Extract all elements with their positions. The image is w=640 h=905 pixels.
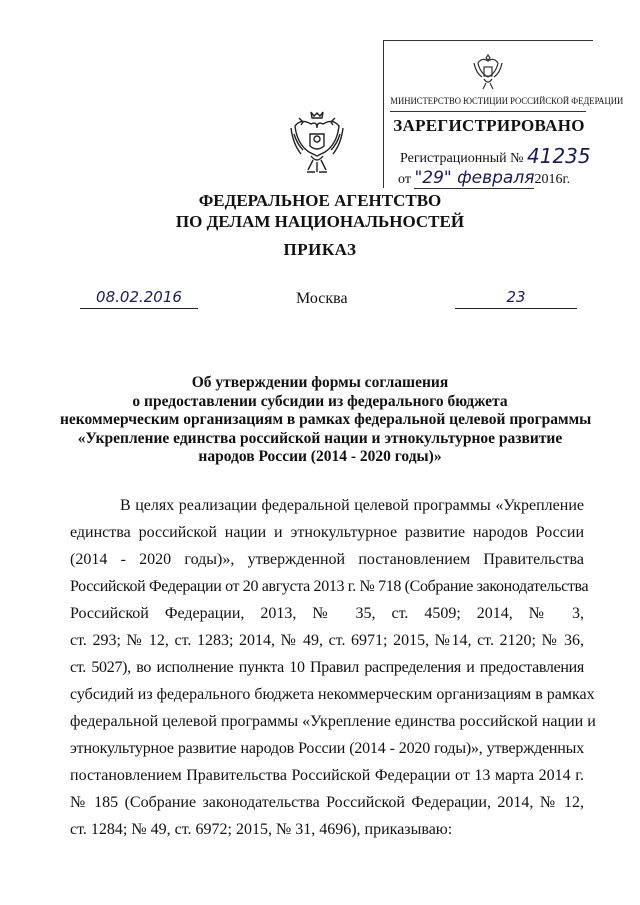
stamp-divider (390, 111, 586, 112)
registration-stamp (383, 40, 624, 188)
title-line: народов России (2014 - 2020 годы)» (198, 448, 442, 465)
body-line: Российской Федерации, 2013, № 35, ст. 4509; 2014, № 3, (70, 605, 584, 622)
order-body (70, 492, 596, 843)
document-type: ПРИКАЗ (283, 240, 357, 259)
stamp-registration-number (400, 143, 591, 167)
coat-of-arms-emblem-icon (289, 108, 345, 178)
body-line: федеральной целевой программы «Укрепление единства российской нации и (70, 713, 596, 730)
body-line: ст. 5027), во исполнение пункта 10 Правил распределения и предоставления (70, 659, 584, 676)
stamp-date-handwritten: "29" февраля (414, 168, 535, 188)
agency-name-line2: ПО ДЕЛАМ НАЦИОНАЛЬНОСТЕЙ (175, 212, 465, 231)
stamp-registered-label: ЗАРЕГИСТРИРОВАНО (393, 116, 585, 135)
body-line: постановлением Правительства Российской Федерации от 13 марта 2014 г. (70, 767, 584, 784)
body-line: ст. 293; № 12, ст. 1283; 2014, № 49, ст. 6971; 2015, №14, ст. 2120; № 36, (70, 632, 584, 649)
order-title (60, 374, 592, 467)
title-line: «Укрепление единства российской нации и этнокультурное развитие (77, 429, 563, 447)
body-line: В целях реализации федеральной целевой программы «Укрепление (120, 497, 584, 514)
stamp-date-prefix: от (398, 172, 411, 187)
stamp-reg-number-handwritten: 41235 (527, 144, 591, 168)
stamp-reg-label: Регистрационный № (400, 151, 524, 166)
agency-name (0, 190, 640, 232)
stamp-eagle-emblem-icon (472, 51, 504, 93)
body-line: № 185 (Собрание законодательства Российской Федерации, 2014, № 12, (70, 794, 584, 811)
stamp-registration-date (398, 168, 570, 188)
body-line: субсидий из федерального бюджета некоммерческим организациям в рамках (70, 686, 595, 703)
stamp-date-suffix: г. (562, 172, 571, 187)
body-line: Российской Федерации от 20 августа 2013 г. № 718 (Собрание законодательства (70, 578, 589, 595)
body-line: (2014 - 2020 годы)», утвержденной постановлением Правительства (70, 551, 584, 568)
body-line: ст. 1284; № 49, ст. 6972; 2015, № 31, 4696), приказываю: (70, 821, 453, 838)
title-line: о предоставлении субсидии из федерального бюджета (132, 392, 508, 410)
title-line: Об утверждении формы соглашения (191, 374, 449, 391)
body-line: этнокультурное развитие народов России (2014 - 2020 годы)», утвержденных (70, 740, 584, 757)
agency-name-line1: ФЕДЕРАЛЬНОЕ АГЕНТСТВО (198, 191, 442, 210)
body-line: единства российской нации и этнокультурное развитие народов России (70, 524, 584, 541)
stamp-date-year: 2016 (534, 172, 563, 187)
title-line: некоммерческим организациям в рамках федеральной целевой программы (60, 411, 592, 428)
order-city: Москва (296, 290, 348, 307)
order-date-handwritten: 08.02.2016 (80, 288, 198, 309)
stamp-ministry-name: МИНИСТЕРСТВО ЮСТИЦИИ РОССИЙСКОЙ ФЕДЕРАЦИИ (390, 96, 624, 106)
order-number-handwritten: 23 (455, 288, 577, 309)
